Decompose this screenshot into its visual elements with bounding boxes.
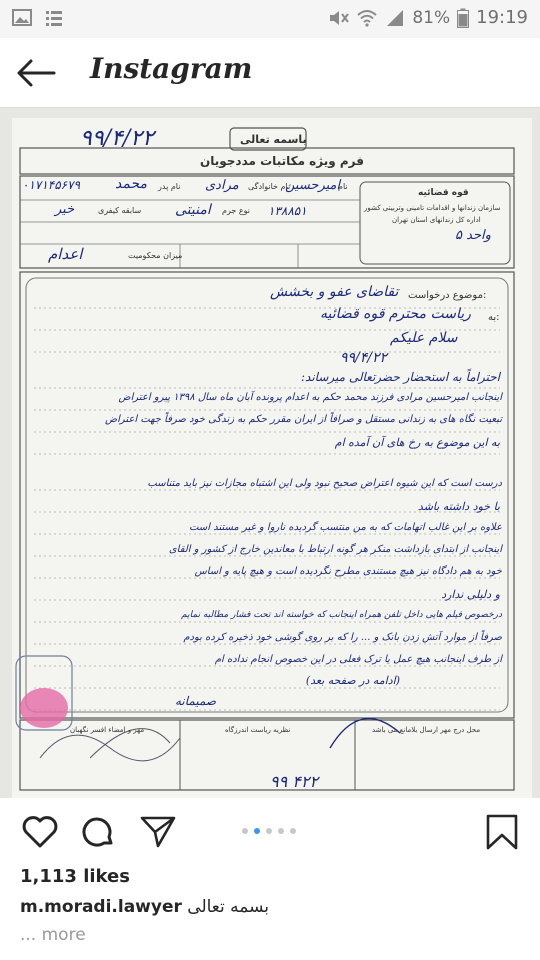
app-title: Instagram	[90, 52, 253, 85]
clock-time: 19:19	[476, 7, 528, 28]
record-label: سابقه کیفری	[98, 206, 142, 215]
signature: صمیمانه	[175, 694, 217, 708]
arrow-left-icon	[14, 56, 58, 90]
family-value: مرادی	[205, 178, 239, 193]
carousel-dot	[266, 828, 272, 834]
app-bar	[0, 38, 540, 108]
body-line-7: علاوه بر این غالب اتهامات که به من منتسب گردیده ناروا و غیر مستند است	[189, 522, 502, 533]
caption-more-link[interactable]: ... more	[20, 925, 86, 945]
footer-label-1: محل درج مهر ارسال بلامانع می باشد	[372, 726, 481, 734]
body-line-3: تبعیت نگاه های به زندانی مستقل و صرافاً از ایران مقرر حکم به زندگی خود صرفاً جهت اعتراض	[105, 414, 502, 425]
to-value: ریاست محترم قوه قضائیه	[320, 306, 471, 322]
post-photo[interactable]	[0, 108, 540, 798]
document-date-header: ۹۹/۴/۲۲	[80, 126, 154, 151]
send-icon	[138, 812, 178, 852]
bookmark-icon	[482, 812, 522, 852]
name-label: نام	[338, 182, 348, 191]
page-number: ۹۹ ۴۲۲	[270, 772, 319, 791]
body-line-6: با خود داشته باشد	[417, 500, 500, 513]
carousel-dot	[290, 828, 296, 834]
list-notification-icon	[44, 8, 64, 28]
greeting: سلام علیکم	[390, 330, 458, 346]
like-count[interactable]: 1,113 likes	[20, 866, 130, 887]
father-label: نام پدر	[158, 182, 181, 191]
subject-value: تقاضای عفو و بخشش	[270, 284, 399, 300]
caption-text: بسمه تعالی	[187, 897, 269, 917]
body-line-12: صرفاً از موارد آتش زدن بانک و ... را که بر روی گوشی خود ذخیره کرده بودم	[183, 632, 502, 643]
document-form-title: فرم ویژه مکاتبات مددجویان	[200, 154, 364, 168]
footer-label-3: مهر و امضاء افسر نگهبان	[70, 726, 145, 734]
carousel-dot	[278, 828, 284, 834]
body-line-13: از طرف اینجانب هیچ عمل یا ترک فعلی در این خصوص انجام نداده ام	[214, 654, 502, 665]
caption-username[interactable]: m.moradi.lawyer	[20, 897, 182, 917]
body-line-9: خود به هم دادگاه نیز هیچ مستندی مطرح نگردیده است و هیچ پایه و اساس	[194, 566, 502, 577]
footer-label-2: نظریه ریاست اندرزگاه	[225, 726, 291, 734]
wifi-icon	[356, 8, 378, 28]
comment-button[interactable]	[78, 812, 118, 852]
subject-label: موضوع درخواست:	[408, 290, 487, 301]
org-line-2: سازمان زندانها و اقدامات تامینی وتربیتی کشور	[364, 204, 501, 212]
body-line-1: احتراماً به استحضار حضرتعالی میرساند:	[300, 370, 500, 384]
crime-label: نوع جرم	[222, 206, 250, 215]
body-line-4: به این موضوع به رخ های آن آمده ام	[334, 436, 500, 449]
body-line-2: اینجانب امیرحسین مرادی فرزند محمد حکم به اعدام پرونده آبان ماه سال ۱۳۹۸ پیرو اعتراض	[118, 392, 502, 403]
photo-number: ۱۳۸۸۵۱	[268, 204, 307, 218]
sentence-label: میزان محکومیت	[128, 251, 183, 260]
sentence-value: اعدام	[48, 245, 83, 263]
body-line-10: و دلیلی ندارد	[441, 588, 500, 601]
father-value: محمد	[115, 176, 147, 192]
carousel-dot-active	[254, 828, 260, 834]
to-label: به:	[488, 312, 500, 323]
body-line-8: اینجانب از ابتدای بازداشت منکر هر گونه ارتباط با معاندین خارج از کشور و القای	[168, 544, 502, 555]
status-bar	[0, 0, 540, 38]
carousel-dot	[242, 828, 248, 834]
body-line-14: (ادامه در صفحه بعد)	[305, 674, 400, 687]
carousel-indicator	[242, 828, 296, 834]
image-notification-icon	[12, 8, 32, 28]
record-value: خیر	[55, 202, 75, 217]
heart-icon	[20, 812, 60, 852]
date-written: ۹۹/۴/۲۲	[340, 350, 388, 366]
comment-icon	[78, 812, 118, 852]
notification-icons	[12, 8, 64, 28]
crime-value: امنیتی	[175, 202, 211, 218]
save-button[interactable]	[482, 812, 522, 852]
like-button[interactable]	[20, 812, 60, 852]
battery-icon	[457, 8, 469, 28]
system-indicators	[327, 7, 528, 28]
org-line-1: قوه قضائیه	[418, 188, 469, 198]
name-value: امیرحسین	[285, 178, 341, 193]
org-line-3: اداره کل زندانهای استان تهران	[392, 216, 481, 224]
back-button[interactable]	[14, 56, 58, 90]
mute-icon	[327, 8, 349, 28]
body-line-11: درخصوص فیلم هایی داخل تلفن همراه اینجانب که خواسته اند تحت فشار مطالبه نمایم	[181, 610, 502, 620]
battery-percent: 81%	[412, 7, 451, 28]
org-unit: واحد ۵	[455, 228, 491, 243]
family-label: نام خانوادگی	[248, 182, 291, 191]
body-line-5: درست است که این شیوه اعتراض صحیح نبود ولی این اشتباه مجازات نیز باید متناسب	[147, 478, 502, 489]
signal-icon	[385, 8, 405, 28]
share-button[interactable]	[138, 812, 178, 852]
document-bismillah: باسمه تعالی	[240, 133, 307, 146]
post-actions	[0, 806, 540, 858]
id-number: ۰۱۷۱۴۵۶۷۹	[22, 178, 81, 192]
post-caption	[20, 897, 269, 917]
